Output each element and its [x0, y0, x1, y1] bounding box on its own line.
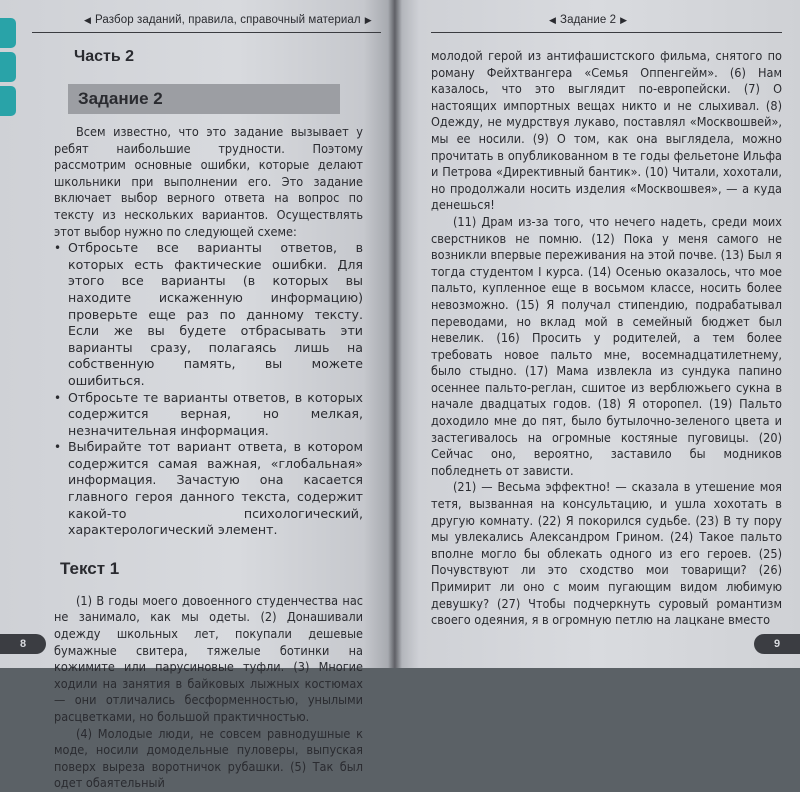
triangle-right-icon: ▶ [364, 15, 372, 25]
running-head-text: Задание 2 [560, 14, 617, 26]
header-rule [431, 32, 782, 33]
bullet-icon: • [54, 390, 62, 405]
page-number: 9 [754, 634, 800, 654]
bullet-icon: • [54, 241, 62, 256]
list-item-text: Отбросьте все варианты ответов, в которых есть фактические ошибки. Для этого все варианты (в которых вы находите искаженную информацию) проверьте еще раз по данному тексту. Если же вы будете отбрасывать эти варианты сразу, полагаясь лишь на собственную память, вы можете ошибиться. [68, 240, 363, 388]
right-page [395, 0, 800, 668]
list-item [54, 240, 363, 389]
page-number: 8 [0, 634, 46, 654]
text-title: Текст 1 [60, 558, 120, 578]
header-rule [32, 32, 381, 33]
text-paragraph: (11) Драм из-за того, что нечего надеть, среди моих сверстников не помню. (12) Пока у меня самого не возникли впервые переживания на этой почве. (13) Был я тогда студентом I курса. (14) Осенью оказалось, что мое пальто, купленное еще в восьмом классе, носить более невозможно. (15) Я получал стипендию, подрабатывал переводами, но вклад мой в семейный бюджет был невелик. (16) Просить у родителей, а тем более требовать новое пальто мне, восемнадцатилетнему, было стыдно. (17) Мама извлекла из сундука папино осеннее пальто-реглан, сшитое из верблюжьего сукна в начале двадцатых годов. (18) Я оторопел. (19) Пальто доходило мне до пят, было бутылочно-зеленого цвета и застегивалось на огромные костяные пуговицы. (20) Сейчас оно, вероятно, заставило бы модников побледнеть от зависти. [431, 213, 782, 478]
triangle-right-icon: ▶ [620, 15, 628, 25]
page-tab-marker [0, 52, 16, 82]
page-tab-marker [0, 86, 16, 116]
instruction-list [54, 240, 363, 539]
page-tab-marker [0, 18, 16, 48]
book-spine [388, 0, 402, 668]
list-item [54, 390, 363, 440]
text-paragraph: (1) В годы моего довоенного студенчества нас не занимало, как мы одеты. (2) Донашивали одежду школьных лет, покупали дешевые бумажные свитера, тяжелые ботинки на кожимите или парусиновые туфли. (3) Многие ходили на занятия в байковых лыжных костюмах — они отличались бесформенностью, унылыми расцветками, но большой практичностью. [54, 592, 363, 724]
triangle-left-icon: ◀ [549, 15, 557, 25]
text-paragraph: (4) Молодые люди, не совсем равнодушные к моде, носили домодельные пуловеры, выпуская поверх выреза воротничок рубашки. (5) Так был одет обаятельный [54, 725, 363, 791]
intro-paragraph: Всем известно, что это задание вызывает у ребят наибольшие трудности. Поэтому рассмотрим основные ошибки, которые делают школьники при выполнении его. Это задание включает выбор верного ответа на вопрос по тексту из нескольких вариантов. Осуществлять этот выбор нужно по следующей схеме: [54, 124, 363, 239]
triangle-left-icon: ◀ [84, 15, 92, 25]
right-running-head [545, 14, 631, 26]
list-item [54, 439, 363, 539]
text-body [431, 48, 782, 629]
left-page [0, 0, 395, 791]
list-item-text: Выбирайте тот вариант ответа, в котором содержится самая важная, «глобальная» информация. Зачастую она касается главного героя данного текста, содержит какой-то психологический, характерологический элемент. [68, 439, 363, 538]
left-running-head [80, 14, 376, 26]
task-heading: Задание 2 [68, 84, 340, 114]
bullet-icon: • [54, 440, 62, 455]
text-paragraph: молодой герой из антифашистского фильма, снятого по роману Фейхтвангера «Семья Оппенгейм». (6) Нам казалось, что это выглядит по-европейски. (7) О настоящих импортных вещах никто и не слыхивал. (8) Одежду, не мудрствуя лукаво, поставлял «Москвошвей», мы ее носили. (9) О том, как она выглядела, можно прочитать в опубликованном в те годы фельетоне Ильфа и Петрова «Директивный бантик». (10) Читали, хохотали, но продолжали носить изделия «Москвошвея», — а куда денешься! [431, 48, 782, 213]
running-head-text: Разбор заданий, правила, справочный материал [95, 14, 361, 26]
list-item-text: Отбросьте те варианты ответов, в которых содержится верная, но мелкая, незначительная информация. [68, 389, 363, 438]
part-title: Часть 2 [74, 48, 135, 65]
text-paragraph: (21) — Весьма эффектно! — сказала в утешение моя тетя, вызванная на консультацию, и ушла хохотать в другую комнату. (22) Я покорился судьбе. (23) В ту пору мы увлекались Александром Грином. (24) Такое пальто вполне могло бы облекать одного из его героев. (25) Почувствуют ли это сходство мои товарищи? (26) Примирит ли оно с моим пугающим видом любимую девушку? (27) Чтобы подчеркнуть суровый романтизм своего одеяния, я в огромную петлю на лацкане вместо [431, 479, 782, 628]
